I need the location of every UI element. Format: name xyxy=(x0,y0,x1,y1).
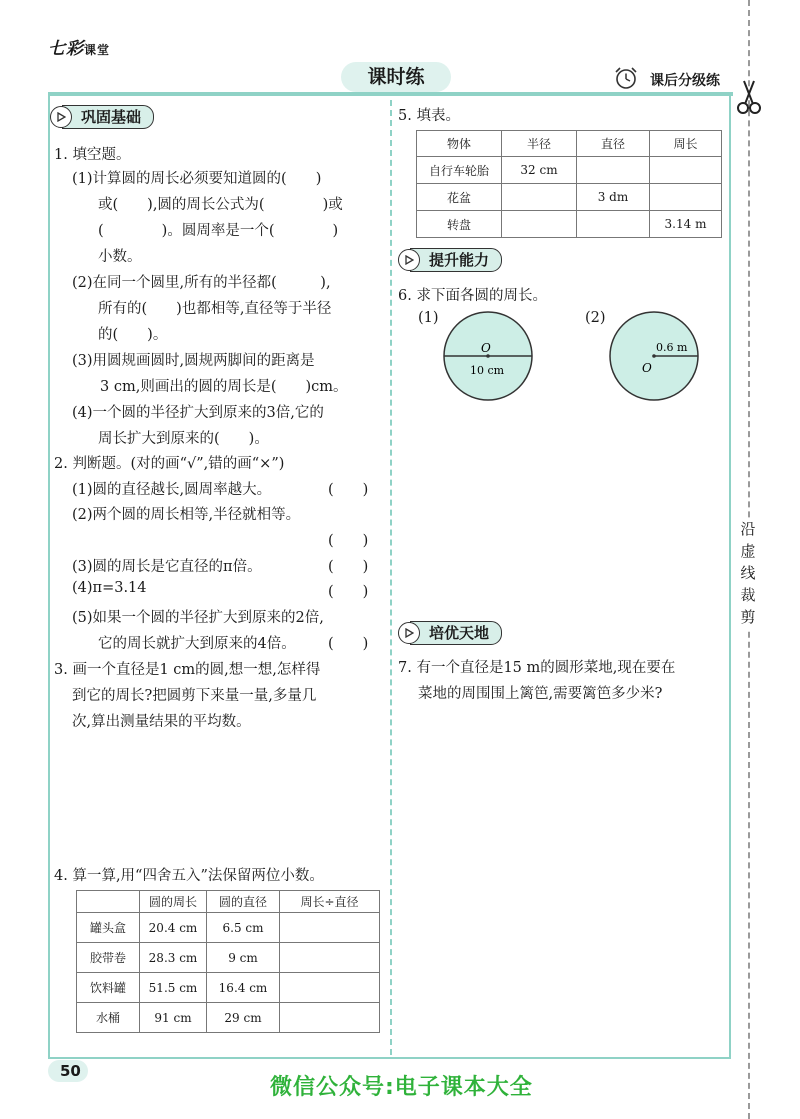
circle-figure-2 xyxy=(604,310,704,402)
q2-item: 它的周长就扩大到原来的4倍。 xyxy=(98,636,296,652)
q1-line: (1)计算圆的周长必须要知道圆的( ) xyxy=(72,171,322,187)
q3-line: 3. 画一个直径是1 cm的圆,想一想,怎样得 xyxy=(54,662,321,678)
q2-heading: 2. 判断题。(对的画“√”,错的画“×”) xyxy=(54,456,285,472)
page-number: 50 xyxy=(60,1062,81,1080)
table-cell: 9 cm xyxy=(207,943,280,973)
answer-cell[interactable] xyxy=(502,184,577,211)
answer-cell[interactable] xyxy=(280,1003,380,1033)
q2-item: (3)圆的周长是它直径的π倍。 xyxy=(72,559,262,575)
q1-line: 周长扩大到原来的( )。 xyxy=(98,431,269,447)
table-cell: 32 cm xyxy=(502,157,577,184)
q3-line: 次,算出测量结果的平均数。 xyxy=(72,714,251,730)
table-cell: 28.3 cm xyxy=(140,943,207,973)
table-header-cell: 周长 xyxy=(650,131,722,157)
table-cell: 胶带卷 xyxy=(77,943,140,973)
q4-heading: 4. 算一算,用“四舍五入”法保留两位小数。 xyxy=(54,868,324,884)
answer-blank: ( ) xyxy=(328,559,369,575)
column-divider xyxy=(390,100,392,1055)
q7-line: 菜地的周围围上篱笆,需要篱笆多少米? xyxy=(418,686,663,702)
table-cell: 水桶 xyxy=(77,1003,140,1033)
answer-blank: ( ) xyxy=(328,636,369,652)
brand-logo: 七彩课堂 xyxy=(48,39,111,59)
answer-blank: ( ) xyxy=(328,533,369,549)
table-header-cell: 物体 xyxy=(417,131,502,157)
figure-tag: (1) xyxy=(418,310,439,326)
q4-table xyxy=(76,890,380,1033)
answer-cell[interactable] xyxy=(502,211,577,238)
answer-cell[interactable] xyxy=(577,211,650,238)
table-cell: 自行车轮胎 xyxy=(417,157,502,184)
q5-table xyxy=(416,130,722,238)
q1-line: (3)用圆规画圆时,圆规两脚间的距离是 xyxy=(72,353,315,369)
q5-heading: 5. 填表。 xyxy=(398,108,460,124)
table-row xyxy=(77,943,380,973)
center-label: O xyxy=(481,341,491,355)
q3-line: 到它的周长?把圆剪下来量一量,多量几 xyxy=(72,688,317,704)
q6-heading: 6. 求下面各圆的周长。 xyxy=(398,288,547,304)
q1-heading: 1. 填空题。 xyxy=(54,147,131,163)
answer-cell[interactable] xyxy=(650,157,722,184)
q7-line: 7. 有一个直径是15 m的圆形菜地,现在要在 xyxy=(398,660,676,676)
table-header-cell: 半径 xyxy=(502,131,577,157)
table-header-cell: 圆的直径 xyxy=(207,891,280,913)
table-cell: 29 cm xyxy=(207,1003,280,1033)
q1-line: 所有的( )也都相等,直径等于半径 xyxy=(98,301,332,317)
table-header-cell xyxy=(77,891,140,913)
play-icon xyxy=(398,249,420,271)
q1-line: 3 cm,则画出的圆的周长是( )cm。 xyxy=(100,379,348,395)
table-cell: 3.14 m xyxy=(650,211,722,238)
table-header-cell: 直径 xyxy=(577,131,650,157)
table-row xyxy=(417,157,722,184)
circle-figure-1 xyxy=(438,310,538,402)
q1-line: 的( )。 xyxy=(98,327,168,343)
q1-line: (4)一个圆的半径扩大到原来的3倍,它的 xyxy=(72,405,324,421)
answer-cell[interactable] xyxy=(280,913,380,943)
cut-instruction: 沿虚线裁剪 xyxy=(738,518,758,628)
answer-cell[interactable] xyxy=(280,943,380,973)
q1-line: 或( ),圆的周长公式为( )或 xyxy=(98,197,343,213)
table-cell: 3 dm xyxy=(577,184,650,211)
table-cell: 饮料罐 xyxy=(77,973,140,1003)
q2-item: (4)π=3.14 xyxy=(72,580,147,596)
q2-item: (2)两个圆的周长相等,半径就相等。 xyxy=(72,507,301,523)
table-row xyxy=(417,211,722,238)
table-cell: 花盆 xyxy=(417,184,502,211)
section-label: 巩固基础 xyxy=(62,105,154,129)
q2-item: (1)圆的直径越长,圆周率越大。 xyxy=(72,482,272,498)
radius-label: 0.6 m xyxy=(656,341,688,354)
q2-item: (5)如果一个圆的半径扩大到原来的2倍, xyxy=(72,610,324,626)
figure-tag: (2) xyxy=(585,310,606,326)
table-cell: 91 cm xyxy=(140,1003,207,1033)
page-title: 课时练 xyxy=(341,62,451,92)
diameter-label: 10 cm xyxy=(470,364,505,377)
section-advanced xyxy=(398,620,502,646)
table-cell: 51.5 cm xyxy=(140,973,207,1003)
table-row xyxy=(77,913,380,943)
table-cell: 转盘 xyxy=(417,211,502,238)
center-label: O xyxy=(642,361,652,375)
table-header-cell: 圆的周长 xyxy=(140,891,207,913)
q1-line: 小数。 xyxy=(98,249,142,265)
answer-cell[interactable] xyxy=(650,184,722,211)
table-cell: 16.4 cm xyxy=(207,973,280,1003)
section-basic xyxy=(50,104,154,130)
section-label: 培优天地 xyxy=(410,621,502,645)
table-header-cell: 周长÷直径 xyxy=(280,891,380,913)
play-icon xyxy=(398,622,420,644)
scissors-icon xyxy=(734,78,764,118)
table-row xyxy=(77,973,380,1003)
answer-cell[interactable] xyxy=(280,973,380,1003)
table-cell: 20.4 cm xyxy=(140,913,207,943)
table-cell: 罐头盒 xyxy=(77,913,140,943)
level-label: 课后分级练 xyxy=(650,73,720,89)
answer-blank: ( ) xyxy=(328,482,369,498)
q1-line: ( )。圆周率是一个( ) xyxy=(98,223,339,239)
q1-line: (2)在同一个圆里,所有的半径都( ), xyxy=(72,275,331,291)
answer-cell[interactable] xyxy=(577,157,650,184)
table-cell: 6.5 cm xyxy=(207,913,280,943)
answer-blank: ( ) xyxy=(328,584,369,600)
watermark: 微信公众号:电子课本大全 xyxy=(270,1075,533,1100)
table-row xyxy=(77,1003,380,1033)
section-improve xyxy=(398,247,502,273)
play-icon xyxy=(50,106,72,128)
table-row xyxy=(417,184,722,211)
clock-icon xyxy=(613,66,639,90)
section-label: 提升能力 xyxy=(410,248,502,272)
